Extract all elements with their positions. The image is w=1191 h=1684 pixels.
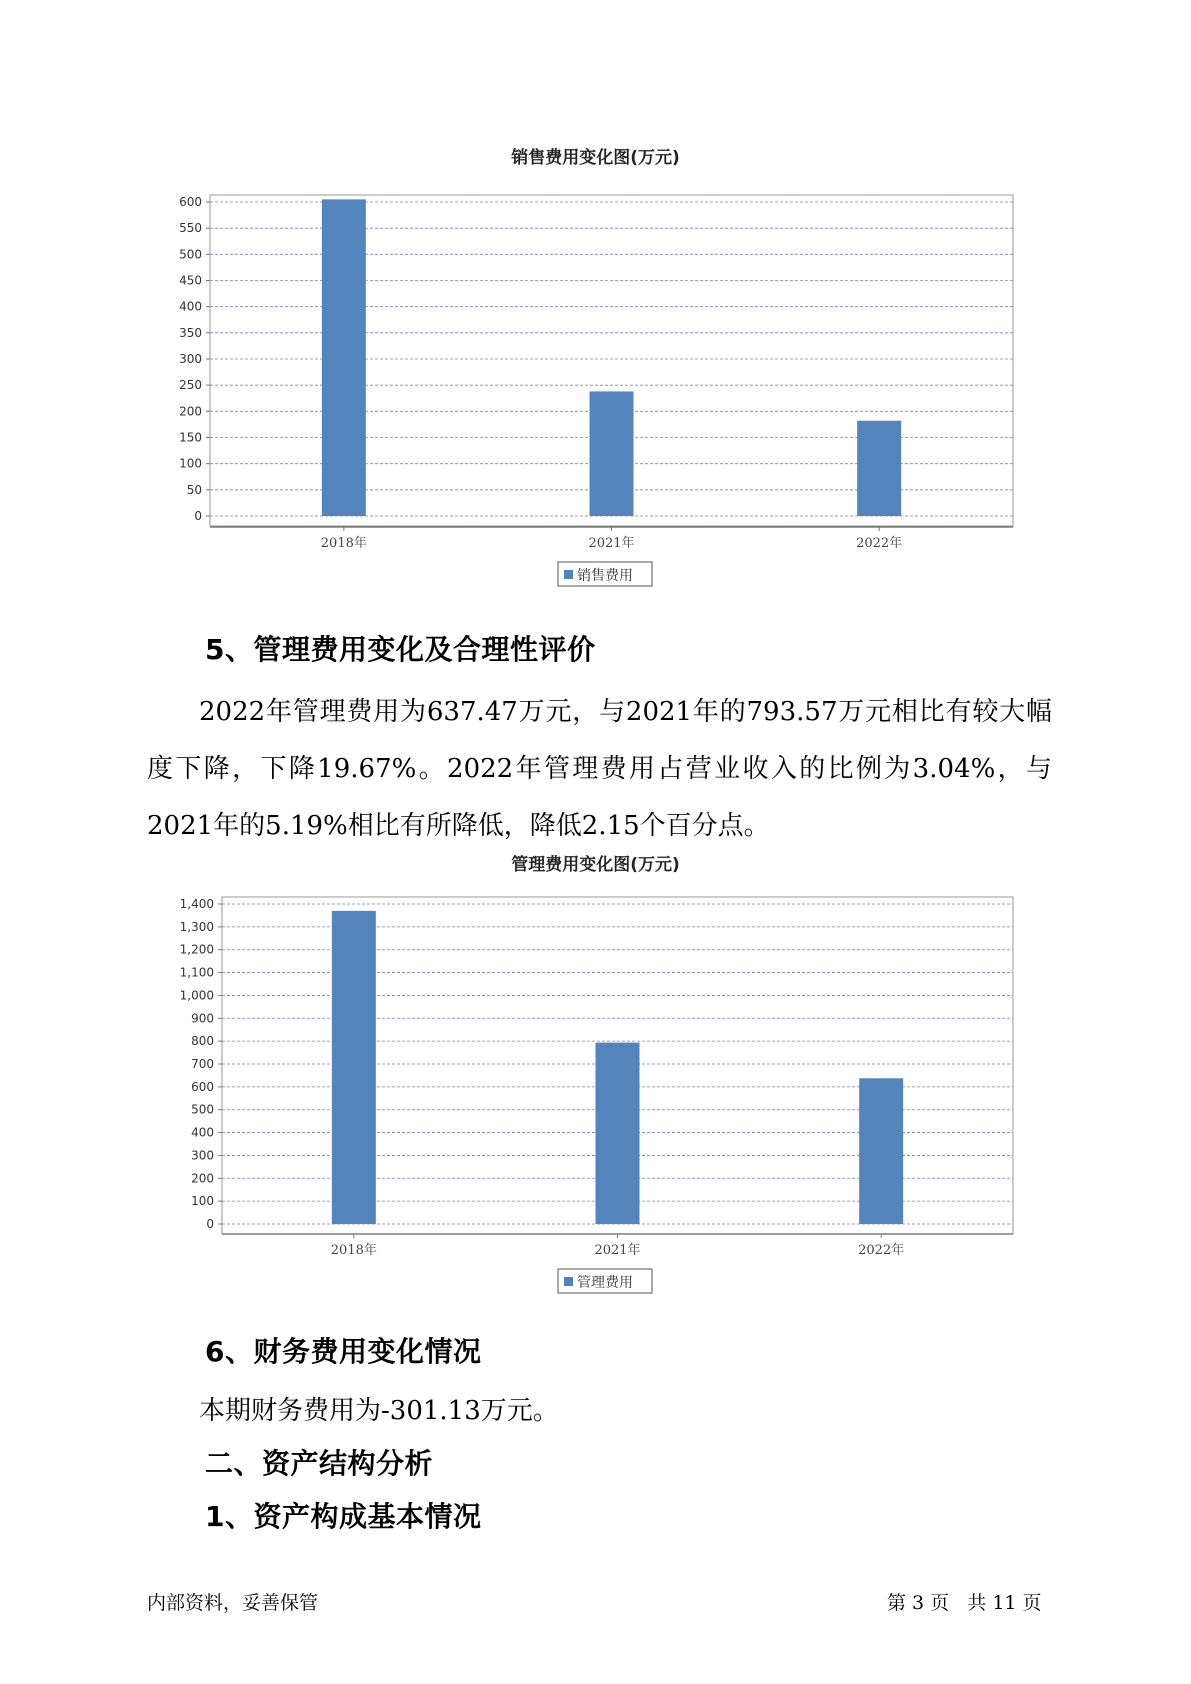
finance-section-text: 本期财务费用为-301.13万元。 xyxy=(199,1396,559,1426)
legend-label: 销售费用 xyxy=(577,568,633,584)
y-tick-label: 100 xyxy=(179,456,202,471)
y-tick-label: 400 xyxy=(191,1125,214,1140)
y-tick-label: 800 xyxy=(191,1034,214,1049)
finance-section-heading: 6、财务费用变化情况 xyxy=(205,1335,482,1368)
asset-subsection-heading: 1、资产构成基本情况 xyxy=(205,1500,482,1533)
y-tick-label: 600 xyxy=(179,195,202,209)
bar xyxy=(322,199,366,516)
x-tick-label: 2022年 xyxy=(856,536,903,551)
y-tick-label: 350 xyxy=(179,325,202,340)
y-tick-label: 700 xyxy=(191,1057,214,1071)
y-tick-label: 450 xyxy=(179,273,202,288)
y-tick-label: 500 xyxy=(179,247,202,262)
mgmt-section-text: 2022年管理费用为637.47万元，与2021年的793.57万元相比有较大幅度下降，下降19.67%。2022年管理费用占营业收入的比例为3.04%，与2021年的5.19%相比有所降低，降低2.15个百分点。 xyxy=(147,697,1052,841)
y-tick-label: 300 xyxy=(179,352,202,366)
y-tick-label: 550 xyxy=(179,221,202,236)
x-tick-label: 2022年 xyxy=(858,1243,905,1258)
y-tick-label: 900 xyxy=(191,1011,214,1026)
y-tick-label: 50 xyxy=(186,482,202,497)
y-tick-label: 1,300 xyxy=(179,919,214,934)
legend-swatch xyxy=(564,570,573,579)
y-tick-label: 600 xyxy=(191,1079,214,1094)
x-tick-label: 2018年 xyxy=(330,1243,377,1258)
y-tick-label: 0 xyxy=(206,1217,214,1231)
bar xyxy=(859,1078,903,1224)
bar xyxy=(590,391,634,516)
y-tick-label: 1,200 xyxy=(179,942,214,957)
y-tick-label: 200 xyxy=(179,404,202,419)
legend-label: 管理费用 xyxy=(577,1275,633,1291)
y-tick-label: 1,100 xyxy=(179,965,214,980)
y-tick-label: 200 xyxy=(191,1171,214,1186)
bar xyxy=(332,911,376,1224)
x-tick-label: 2021年 xyxy=(594,1243,641,1258)
mgmt-section-heading: 5、管理费用变化及合理性评价 xyxy=(205,633,596,666)
mgmt-chart-title: 管理费用变化图(万元) xyxy=(511,855,680,875)
y-tick-label: 0 xyxy=(194,509,202,523)
sales-expense-chart xyxy=(0,170,1191,590)
footer-confidential: 内部资料，妥善保管 xyxy=(147,1592,319,1614)
legend-swatch xyxy=(564,1277,573,1286)
y-tick-label: 150 xyxy=(179,430,202,445)
bar xyxy=(857,421,901,516)
footer-page-number: 第 3 页 共 11 页 xyxy=(887,1592,1042,1614)
y-tick-label: 100 xyxy=(191,1194,214,1209)
y-tick-label: 250 xyxy=(179,378,202,393)
asset-section-heading: 二、资产结构分析 xyxy=(205,1447,434,1480)
y-tick-label: 1,000 xyxy=(179,988,214,1003)
sales-chart-title: 销售费用变化图(万元) xyxy=(511,148,680,168)
x-tick-label: 2021年 xyxy=(588,536,635,551)
y-tick-label: 500 xyxy=(191,1102,214,1117)
x-tick-label: 2018年 xyxy=(320,536,367,551)
y-tick-label: 300 xyxy=(191,1148,214,1163)
mgmt-expense-chart xyxy=(0,877,1191,1297)
y-tick-label: 400 xyxy=(179,299,202,314)
y-tick-label: 1,400 xyxy=(179,897,214,911)
bar xyxy=(596,1043,640,1224)
